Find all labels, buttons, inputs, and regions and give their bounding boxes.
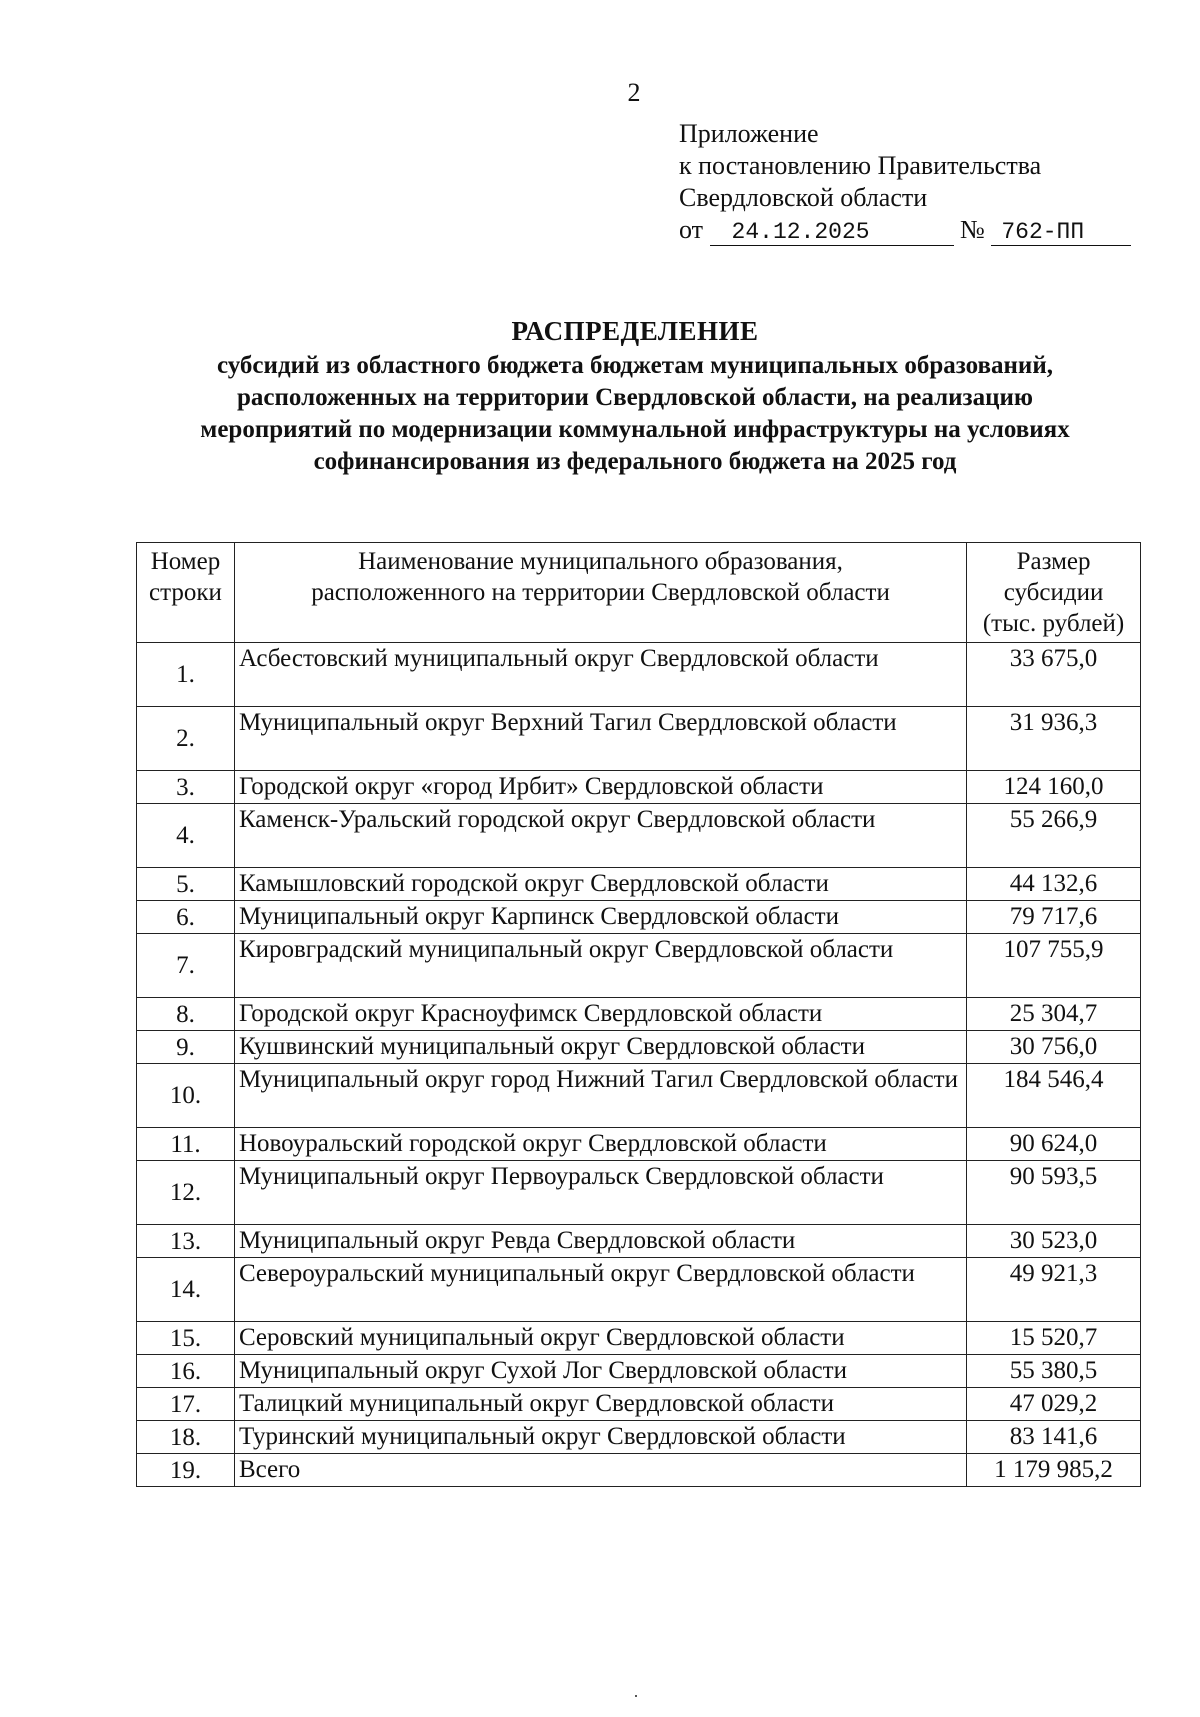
subsidy-value: 184 546,4 [967, 1064, 1141, 1128]
municipality-name: Кировградский муниципальный округ Свердловской области [234, 934, 966, 998]
row-number: 5. [137, 868, 235, 901]
subsidy-value: 55 380,5 [967, 1355, 1141, 1388]
table-row [137, 1031, 1141, 1064]
document-title [120, 312, 1150, 478]
appendix-line-2: к постановлению Правительства [679, 151, 1042, 180]
header-municipality-name [234, 543, 966, 643]
subsidy-value: 33 675,0 [967, 643, 1141, 707]
row-number: 3. [137, 771, 235, 804]
title-sub-line-3: мероприятий по модернизации коммунальной инфраструктуры на условиях [200, 416, 1070, 443]
table-row [137, 868, 1141, 901]
municipality-name: Талицкий муниципальный округ Свердловской области [234, 1388, 966, 1421]
row-number: 9. [137, 1031, 235, 1064]
subsidy-value: 124 160,0 [967, 771, 1141, 804]
header-subsidy-size [967, 543, 1141, 643]
row-number: 17. [137, 1388, 235, 1421]
page-number: 2 [627, 78, 641, 107]
table-row [137, 707, 1141, 771]
document-date: 24.12.2025 [710, 219, 954, 246]
header-size-line-1: Размер [1016, 548, 1091, 575]
row-number: 2. [137, 707, 235, 771]
table-row [137, 1388, 1141, 1421]
subsidy-value: 90 593,5 [967, 1161, 1141, 1225]
subsidy-value: 44 132,6 [967, 868, 1141, 901]
title-sub-line-2: расположенных на территории Свердловской области, на реализацию [237, 384, 1033, 411]
appendix-date-line [679, 214, 1131, 246]
row-number: 4. [137, 804, 235, 868]
subsidy-value: 15 520,7 [967, 1322, 1141, 1355]
row-number: 11. [137, 1128, 235, 1161]
table-row [137, 1225, 1141, 1258]
header-row-number-line-1: Номер [150, 548, 221, 575]
row-number: 14. [137, 1258, 235, 1322]
title-main: РАСПРЕДЕЛЕНИЕ [511, 316, 759, 346]
table-row [137, 1421, 1141, 1454]
row-number: 7. [137, 934, 235, 998]
header-name-line-1: Наименование муниципального образования, [358, 548, 843, 575]
municipality-name: Муниципальный округ город Нижний Тагил Свердловской области [234, 1064, 966, 1128]
municipality-name: Серовский муниципальный округ Свердловской области [234, 1322, 966, 1355]
row-number: 12. [137, 1161, 235, 1225]
table-row [137, 901, 1141, 934]
row-number: 13. [137, 1225, 235, 1258]
table-row [137, 1064, 1141, 1128]
subsidy-value: 47 029,2 [967, 1388, 1141, 1421]
table-row [137, 998, 1141, 1031]
subsidy-value: 31 936,3 [967, 707, 1141, 771]
row-number: 16. [137, 1355, 235, 1388]
row-number: 19. [137, 1454, 235, 1487]
subsidy-value: 107 755,9 [967, 934, 1141, 998]
appendix-line-3: Свердловской области [679, 183, 928, 212]
table-row [137, 804, 1141, 868]
title-sub-line-1: субсидий из областного бюджета бюджетам муниципальных образований, [217, 352, 1053, 379]
municipality-name: Кушвинский муниципальный округ Свердловской области [234, 1031, 966, 1064]
row-number: 10. [137, 1064, 235, 1128]
subsidy-value: 83 141,6 [967, 1421, 1141, 1454]
row-number: 18. [137, 1421, 235, 1454]
municipality-name: Каменск-Уральский городской округ Свердловской области [234, 804, 966, 868]
subsidy-value: 30 756,0 [967, 1031, 1141, 1064]
row-number: 6. [137, 901, 235, 934]
table-row [137, 1128, 1141, 1161]
number-prefix: № [960, 215, 985, 244]
municipality-name: Туринский муниципальный округ Свердловской области [234, 1421, 966, 1454]
distribution-table [136, 542, 1141, 1487]
subsidy-value: 90 624,0 [967, 1128, 1141, 1161]
subsidy-value: 49 921,3 [967, 1258, 1141, 1322]
subsidy-value: 30 523,0 [967, 1225, 1141, 1258]
table-row [137, 1322, 1141, 1355]
municipality-name: Камышловский городской округ Свердловской области [234, 868, 966, 901]
table-row [137, 1161, 1141, 1225]
table-row [137, 643, 1141, 707]
row-number: 1. [137, 643, 235, 707]
table-row [137, 1355, 1141, 1388]
total-label: Всего [234, 1454, 966, 1487]
municipality-name: Асбестовский муниципальный округ Свердловской области [234, 643, 966, 707]
header-row-number-line-2: строки [149, 579, 222, 606]
title-sub-line-4: софинансирования из федерального бюджета на 2025 год [313, 448, 957, 475]
header-size-line-3: (тыс. рублей) [982, 610, 1125, 637]
subsidy-value: 79 717,6 [967, 901, 1141, 934]
municipality-name: Муниципальный округ Первоуральск Свердловской области [234, 1161, 966, 1225]
row-number: 8. [137, 998, 235, 1031]
date-prefix: от [679, 215, 704, 244]
appendix-block [679, 118, 1131, 246]
total-value: 1 179 985,2 [967, 1454, 1141, 1487]
header-size-line-2: субсидии [1003, 579, 1104, 606]
header-name-line-2: расположенного на территории Свердловской области [311, 579, 890, 606]
document-number: 762-ПП [991, 219, 1131, 246]
municipality-name: Новоуральский городской округ Свердловской области [234, 1128, 966, 1161]
appendix-line-1: Приложение [679, 119, 819, 148]
table-row-total [137, 1454, 1141, 1487]
scan-speck [635, 1695, 637, 1697]
municipality-name: Муниципальный округ Верхний Тагил Свердловской области [234, 707, 966, 771]
municipality-name: Городской округ «город Ирбит» Свердловской области [234, 771, 966, 804]
row-number: 15. [137, 1322, 235, 1355]
municipality-name: Муниципальный округ Ревда Свердловской области [234, 1225, 966, 1258]
table-row [137, 934, 1141, 998]
municipality-name: Муниципальный округ Сухой Лог Свердловской области [234, 1355, 966, 1388]
municipality-name: Городской округ Красноуфимск Свердловской области [234, 998, 966, 1031]
table-row [137, 771, 1141, 804]
subsidy-value: 55 266,9 [967, 804, 1141, 868]
municipality-name: Североуральский муниципальный округ Свердловской области [234, 1258, 966, 1322]
subsidy-value: 25 304,7 [967, 998, 1141, 1031]
municipality-name: Муниципальный округ Карпинск Свердловской области [234, 901, 966, 934]
header-row-number [137, 543, 235, 643]
table-row [137, 1258, 1141, 1322]
table-header-row [137, 543, 1141, 643]
